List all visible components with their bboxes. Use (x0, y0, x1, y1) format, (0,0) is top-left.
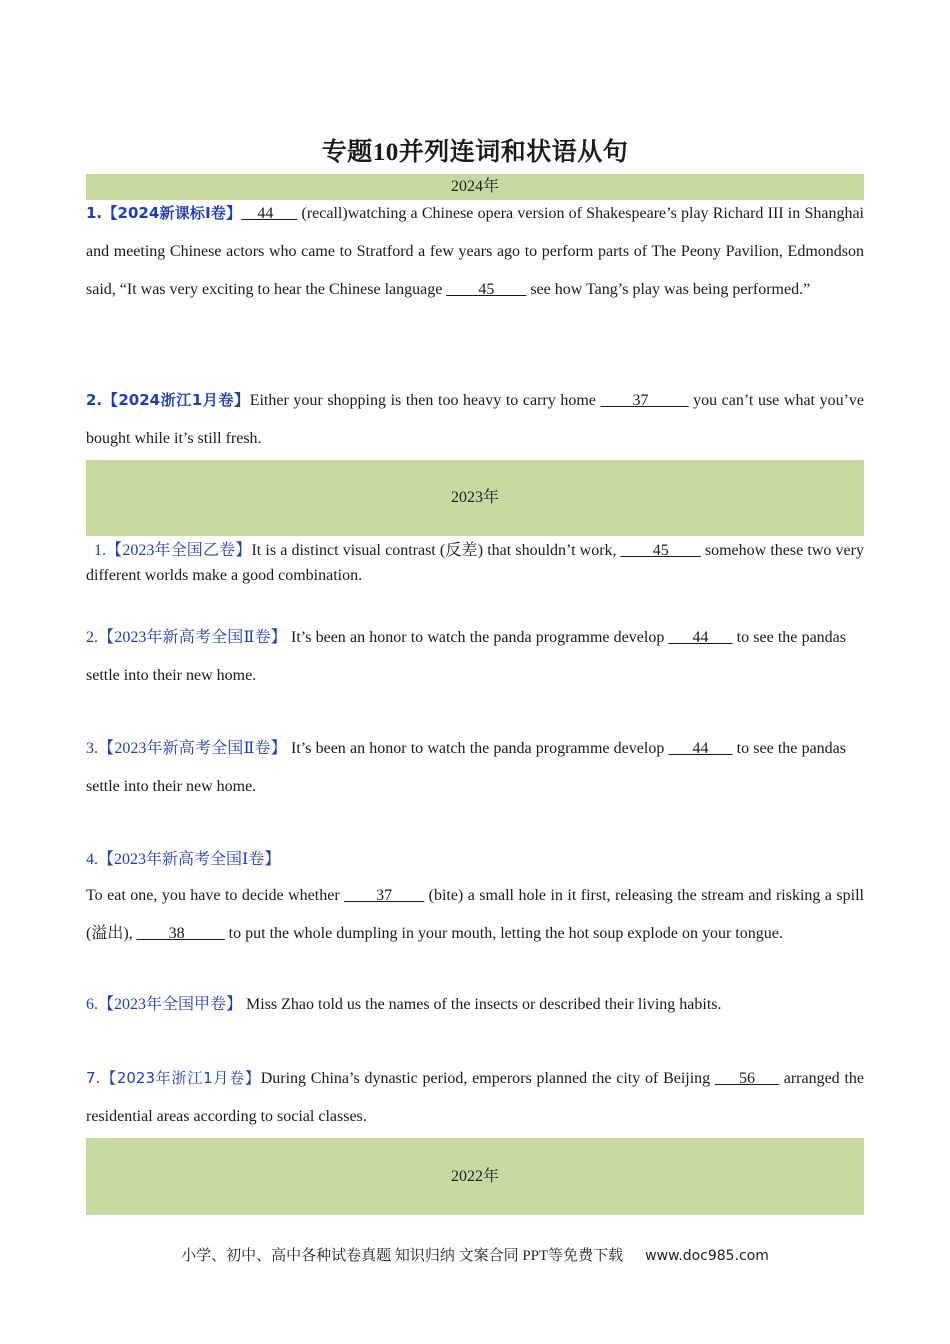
answer-blank[interactable]: ____45____ (620, 542, 701, 559)
question-text: (bite) a small hole in it first, releasing the stream and risking a spill (溢出), (86, 887, 864, 942)
answer-blank[interactable]: ____45____ (446, 281, 527, 298)
answer-blank[interactable]: ___44___ (668, 740, 733, 757)
question-2023-2 (86, 619, 846, 695)
question-tag: 2.【2023年新高考全国Ⅱ卷】 (86, 629, 287, 646)
question-text: you can’t use what you’ve bought while it’s still fresh. (86, 392, 865, 447)
question-text: (recall)watching a Chinese opera version of Shakespeare’s play Richard III in Shanghai and meeting Chinese actors who came to Stratford a few years ago to perform parts of The Peony Pavilion, Edmondson said, “It was very exciting to hear the Chinese language (86, 205, 865, 298)
question-2024-2 (86, 381, 864, 458)
question-text: During China’s dynastic period, emperors planned the city of Beijing (260, 1070, 715, 1087)
question-tag: 1.【2024新课标Ⅰ卷】 (86, 204, 242, 222)
question-text: to put the whole dumpling in your mouth, letting the hot soup explode on your tongue. (224, 925, 783, 942)
question-2023-1 (86, 538, 864, 588)
question-text: Either your shopping is then too heavy to carry home (249, 392, 601, 409)
question-2023-4-tag (86, 841, 864, 879)
answer-blank[interactable]: ___56___ (714, 1070, 779, 1087)
answer-blank[interactable]: ____37_____ (600, 392, 689, 409)
answer-blank[interactable]: ____37____ (344, 887, 425, 904)
year-band-2024: 2024年 (86, 174, 864, 200)
footer-url[interactable]: www.doc985.com (645, 1248, 769, 1264)
footer-text: 小学、初中、高中各种试卷真题 知识归纳 文案合同 PPT等免费下载 (181, 1248, 624, 1264)
question-2023-4 (86, 877, 864, 953)
question-2023-3 (86, 730, 846, 806)
question-text: It is a distinct visual contrast (反差) that shouldn’t work, (251, 542, 621, 559)
question-text: somehow these two very different worlds make a good combination. (86, 542, 864, 584)
question-tag: 4.【2023年新高考全国Ⅰ卷】 (86, 851, 281, 868)
answer-blank[interactable]: ___44___ (668, 629, 733, 646)
question-tag: 6.【2023年全国甲卷】 (86, 996, 243, 1013)
question-text: It’s been an honor to watch the panda programme develop (286, 740, 669, 757)
question-text: to see the pandas settle into their new home. (86, 629, 846, 684)
question-text: To eat one, you have to decide whether (86, 887, 345, 904)
answer-blank[interactable]: __44___ (241, 205, 298, 222)
answer-blank[interactable]: ____38_____ (136, 925, 225, 942)
question-text: Miss Zhao told us the names of the insects or described their living habits. (242, 996, 722, 1013)
year-band-2022: 2022年 (86, 1138, 864, 1215)
page-footer (0, 1244, 950, 1265)
question-tag: 1.【2023年全国乙卷】 (94, 542, 252, 559)
year-band-2023: 2023年 (86, 460, 864, 536)
question-text: see how Tang’s play was being performed.” (526, 281, 811, 298)
question-text: arranged the residential areas according to social classes. (86, 1070, 864, 1125)
question-2023-6 (86, 986, 864, 1024)
question-tag: 7.【2023年浙江1月卷】 (86, 1069, 261, 1087)
question-tag: 3.【2023年新高考全国Ⅱ卷】 (86, 740, 287, 757)
question-2024-1 (86, 194, 864, 309)
question-text: It’s been an honor to watch the panda programme develop (286, 629, 669, 646)
question-2023-7 (86, 1059, 864, 1136)
page-title: 专题10并列连词和状语从句 (321, 139, 629, 166)
question-tag: 2.【2024浙江1月卷】 (86, 391, 250, 409)
question-text: to see the pandas settle into their new home. (86, 740, 846, 795)
